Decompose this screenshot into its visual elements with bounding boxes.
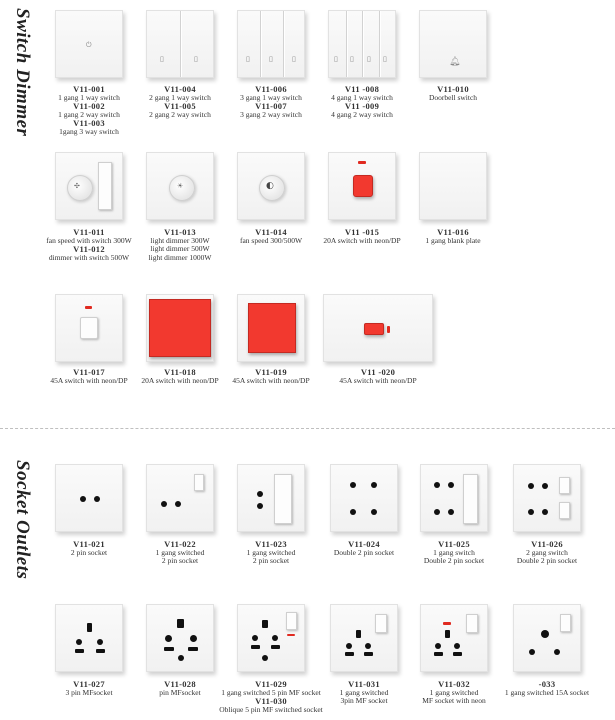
socket-pin-hole [165, 635, 172, 642]
socket-plate [330, 464, 398, 532]
caption: V11-032 1 gang switched MF socket with neon [422, 679, 486, 705]
switch-plate [237, 10, 305, 78]
socket-pin-hole [252, 635, 258, 641]
socket-pin-hole [365, 643, 371, 649]
earth-pin-slot [177, 619, 184, 628]
caption: V11-010 Doorbell switch [428, 84, 478, 102]
section-title-socket-outlets: Socket Outlets [12, 460, 33, 580]
section-title-switch-dimmer: Switch Dimmer [12, 8, 33, 137]
socket-pin-hole [80, 496, 86, 502]
caption: V11-014 fan speed 300/500W [239, 227, 303, 245]
neon-indicator [85, 306, 92, 309]
switch-mark-icon: ▯ [334, 55, 338, 63]
switch-plate [237, 294, 305, 362]
caption: V11-028 pin MFsocket [159, 679, 201, 697]
socket-plate [55, 604, 123, 672]
socket-pin-slot [345, 652, 354, 656]
red-rocker [248, 303, 296, 353]
socket-pin-hole [448, 509, 454, 515]
earth-pin-slot [87, 623, 92, 632]
switch-mark-icon: ▯ [292, 55, 296, 63]
neon-indicator [358, 161, 366, 164]
rocker-switch [274, 474, 292, 524]
rocker-switch [286, 612, 297, 630]
neon-indicator [443, 622, 451, 625]
socket-pin-hole [542, 483, 548, 489]
socket-pin-slot [364, 652, 373, 656]
socket-pin-hole [350, 482, 356, 488]
earth-pin-hole [541, 630, 549, 638]
caption: V11-017 45A switch with neon/DP [50, 367, 128, 385]
caption: V11-006 3 gang 1 way switch V11-007 3 gang 2 way switch [240, 84, 302, 119]
socket-pin-hole [435, 643, 441, 649]
switch-plate [146, 152, 214, 220]
socket-plate [55, 464, 123, 532]
socket-pin-slot [453, 652, 462, 656]
socket-plate [330, 604, 398, 672]
switch-mark-icon: ⏻ [86, 41, 92, 49]
socket-pin-hole [554, 649, 560, 655]
socket-pin-hole [454, 643, 460, 649]
socket-plate [420, 604, 488, 672]
caption: V11-022 1 gang switched 2 pin socket [155, 539, 205, 565]
socket-pin-slot [434, 652, 443, 656]
switch-plate [146, 294, 214, 362]
caption: V11-001 1 gang 1 way switch V11-002 1 gang 2 way switch V11-003 1gang 3 way switch [58, 84, 120, 136]
socket-pin-hole [97, 639, 103, 645]
switch-mark-icon: ▯ [383, 55, 387, 63]
caption: V11 -020 45A switch with neon/DP [339, 367, 417, 385]
rocker-switch [375, 614, 387, 633]
socket-plate [513, 464, 581, 532]
caption: V11-016 1 gang blank plate [425, 227, 481, 245]
socket-pin-slot [96, 649, 105, 653]
caption: V11 -015 20A switch with neon/DP [323, 227, 401, 245]
switch-plate [237, 152, 305, 220]
switch-plate [55, 152, 123, 220]
switch-plate-wide [323, 294, 433, 362]
earth-pin-slot [262, 620, 268, 628]
socket-pin-hole [272, 635, 278, 641]
socket-pin-slot [271, 645, 280, 649]
socket-plate [237, 604, 305, 672]
rocker-switch [463, 474, 478, 524]
socket-pin-hole [434, 509, 440, 515]
socket-pin-hole [262, 655, 268, 661]
socket-plate [146, 464, 214, 532]
neon-indicator [387, 326, 390, 333]
rocker-switch [560, 614, 571, 632]
socket-pin-hole [542, 509, 548, 515]
socket-pin-hole [371, 509, 377, 515]
socket-pin-slot [188, 647, 198, 651]
red-rocker [364, 323, 384, 335]
rocker-switch [80, 317, 98, 339]
neon-indicator [287, 634, 295, 636]
blank-plate [419, 152, 487, 220]
dimmer-knob [67, 175, 93, 201]
socket-pin-hole [161, 501, 167, 507]
caption: V11-024 Double 2 pin socket [333, 539, 395, 557]
rocker-switch [466, 614, 478, 633]
earth-pin-slot [445, 630, 450, 638]
switch-mark-icon: ▯ [269, 55, 273, 63]
caption: V11-021 2 pin socket [70, 539, 108, 557]
caption: V11-031 1 gang switched 3pin MF socket [339, 679, 389, 705]
switch-plate [146, 10, 214, 78]
dimmer-icon: ☀ [177, 182, 184, 190]
bell-icon: 🔔︎ [449, 57, 461, 67]
switch-plate [419, 10, 487, 78]
socket-plate [237, 464, 305, 532]
rocker-switch [559, 502, 570, 519]
caption: V11 -008 4 gang 1 way switch V11 -009 4 gang 2 way switch [331, 84, 393, 119]
socket-pin-hole [178, 655, 184, 661]
socket-plate [146, 604, 214, 672]
socket-plate [420, 464, 488, 532]
switch-mark-icon: ▯ [246, 55, 250, 63]
switch-mark-icon: ▯ [350, 55, 354, 63]
caption: -033 1 gang switched 15A socket [504, 679, 590, 697]
caption: V11-029 1 gang switched 5 pin MF socket V11-030 Oblique 5 pin MF switched socket [219, 679, 323, 714]
caption: V11-004 2 gang 1 way switch V11-005 2 gang 2 way switch [149, 84, 211, 119]
socket-pin-hole [448, 482, 454, 488]
socket-pin-hole [371, 482, 377, 488]
switch-mark-icon: ▯ [367, 55, 371, 63]
socket-pin-hole [94, 496, 100, 502]
speed-dial-icon: ◐ [266, 181, 274, 191]
socket-pin-hole [76, 639, 82, 645]
socket-pin-hole [350, 509, 356, 515]
caption: V11-019 45A switch with neon/DP [232, 367, 310, 385]
socket-plate [513, 604, 581, 672]
switch-mark-icon: ▯ [160, 55, 164, 63]
switch-plate [328, 10, 396, 78]
socket-pin-hole [257, 503, 263, 509]
red-rocker [149, 299, 211, 357]
caption: V11-011 fan speed with switch 300W V11-012 dimmer with switch 500W [46, 227, 132, 262]
socket-pin-hole [528, 483, 534, 489]
earth-pin-slot [356, 630, 361, 638]
socket-pin-hole [175, 501, 181, 507]
socket-pin-hole [257, 491, 263, 497]
switch-mark-icon: ▯ [194, 55, 198, 63]
rocker-switch [194, 474, 204, 491]
rocker-switch [559, 477, 570, 494]
socket-pin-slot [164, 647, 174, 651]
caption: V11-018 20A switch with neon/DP [141, 367, 219, 385]
rocker-switch [98, 162, 112, 210]
red-rocker [353, 175, 373, 197]
fan-icon: ✣ [74, 182, 80, 190]
caption: V11-025 1 gang switch Double 2 pin socket [423, 539, 485, 565]
caption: V11-013 light dimmer 300W light dimmer 500W light dimmer 1000W [148, 227, 212, 262]
socket-pin-slot [75, 649, 84, 653]
socket-pin-hole [529, 649, 535, 655]
switch-plate [328, 152, 396, 220]
switch-plate [55, 10, 123, 78]
switch-plate [55, 294, 123, 362]
socket-pin-hole [434, 482, 440, 488]
caption: V11-027 3 pin MFsocket [65, 679, 113, 697]
socket-pin-slot [251, 645, 260, 649]
socket-pin-hole [346, 643, 352, 649]
caption: V11-023 1 gang switched 2 pin socket [246, 539, 296, 565]
caption: V11-026 2 gang switch Double 2 pin socket [516, 539, 578, 565]
section-divider [0, 428, 615, 429]
socket-pin-hole [190, 635, 197, 642]
socket-pin-hole [528, 509, 534, 515]
